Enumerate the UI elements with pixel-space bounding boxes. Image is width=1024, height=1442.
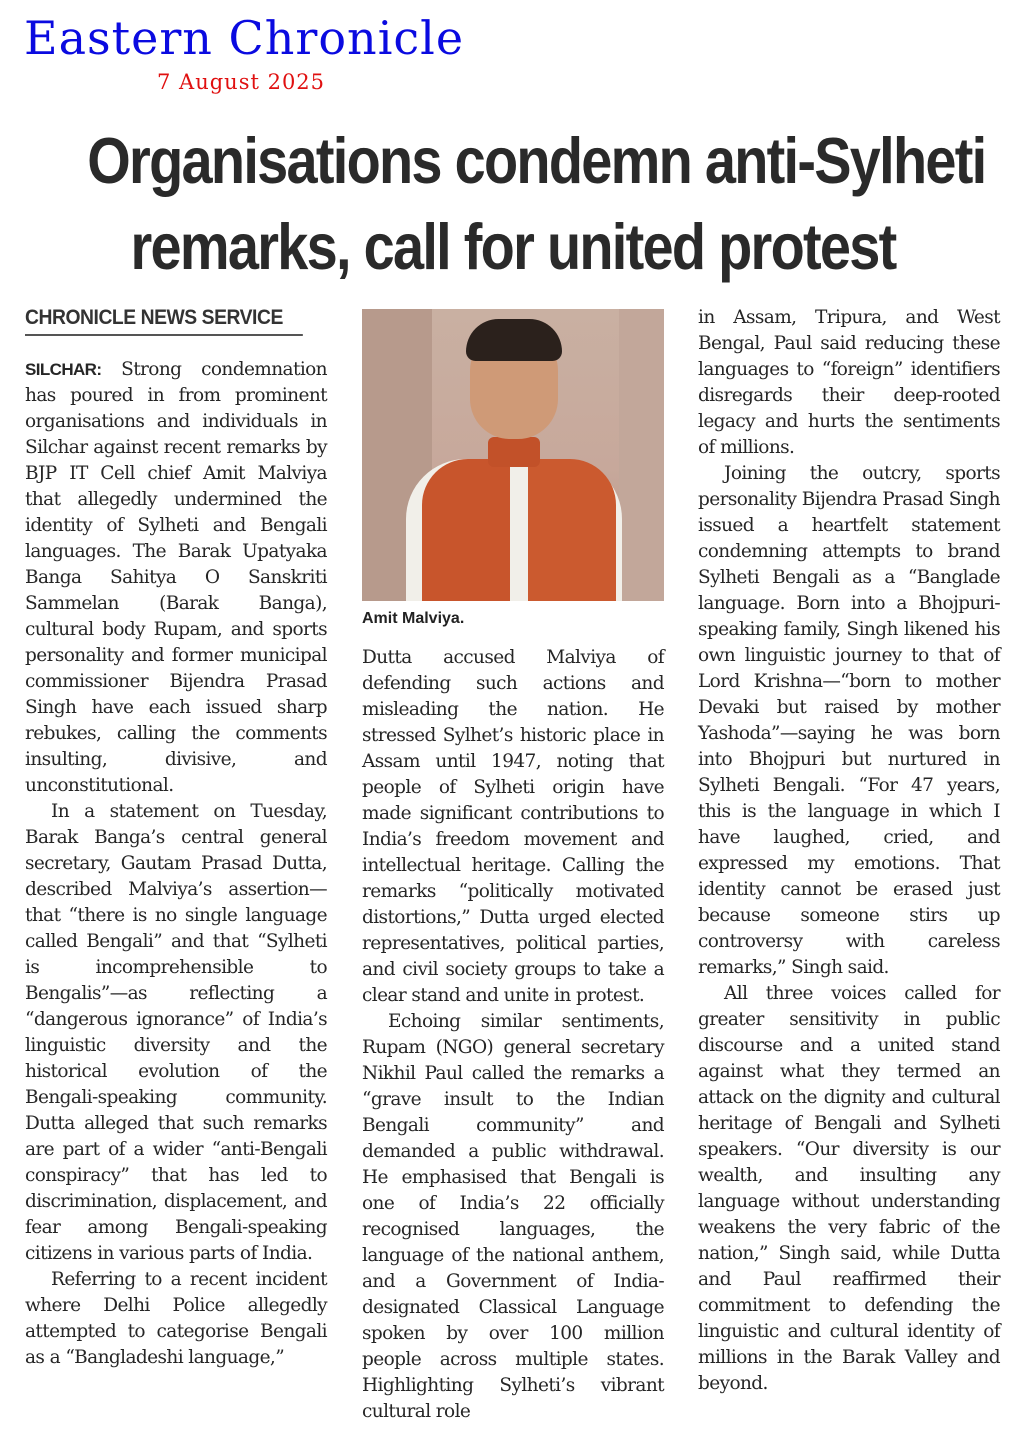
article-column-2 xyxy=(362,645,664,1425)
paragraph: Joining the outcry, sports personality Bijendra Prasad Singh issued a heartfelt statement condemning attempts to brand Sylheti Bengali as a “Banglade language. Born into a Bhojpuri-speaking family, Singh likened his own linguistic journey to that of Lord Krishna—“born to mother Devaki but raised by mother Yashoda”—saying he was born into Bhojpuri but nurtured in Sylheti Bengali. “For 47 years, this is the language in which I have laughed, cried, and expressed my emotions. That identity cannot be erased just because someone stirs up controversy with careless remarks,” Singh said. xyxy=(698,463,1000,978)
article-column-1 xyxy=(25,357,327,1371)
paragraph: All three voices called for greater sensitivity in public discourse and a united stand against what they termed an attack on the dignity and cultural heritage of Bengali and Sylheti speakers. “Our diversity is our wealth, and insulting any language without understanding weakens the very fabric of the nation,” Singh said, while Dutta and Paul reaffirmed their commitment to defending the linguistic and cultural identity of millions in the Barak Valley and beyond. xyxy=(698,983,1000,1394)
paragraph: Referring to a recent incident where Delhi Police allegedly attempted to categorise Bengali as a “Bangladeshi language,” xyxy=(25,1269,327,1368)
article-headline xyxy=(87,118,986,290)
masthead-title: Eastern Chronicle xyxy=(24,11,465,65)
dateline-place: SILCHAR: xyxy=(25,360,102,379)
photo-caption: Amit Malviya. xyxy=(362,610,465,627)
paragraph-text: Strong condemnation has poured in from prominent organisations and individuals in Silchar against recent remarks by BJP IT Cell chief Amit Malviya that allegedly undermined the identity of Sylheti and Bengali languages. The Barak Upatyaka Banga Sahitya O Sanskriti Sammelan (Barak Banga), cultural body Rupam, and sports personality and former municipal commissioner Bijendra Prasad Singh have each issued sharp rebukes, calling the comments insulting, divisive, and unconstitutional. xyxy=(25,359,327,796)
headline-line-2: remarks, call for united protest xyxy=(130,210,896,283)
paragraph xyxy=(25,357,327,799)
paragraph: Echoing similar sentiments, Rupam (NGO) general secretary Nikhil Paul called the remarks a “grave insult to the Indian Bengali community” and demanded a public withdrawal. He emphasised that Bengali is one of India’s 22 officially recognised languages, the language of the national anthem, and a Government of India-designated Classical Language spoken by over 100 million people across multiple states. Highlighting Sylheti’s vibrant cultural role xyxy=(362,1011,664,1422)
paragraph: in Assam, Tripura, and West Bengal, Paul said reducing these languages to “foreign” identifiers disregards their deep-rooted legacy and hurts the sentiments of millions. xyxy=(698,307,1000,458)
publication-date: 7 August 2025 xyxy=(157,70,326,94)
paragraph: Dutta accused Malviya of defending such actions and misleading the nation. He stressed Sylhet’s historic place in Assam until 1947, noting that people of Sylheti origin have made significant contributions to India’s freedom movement and intellectual heritage. Calling the remarks “politically motivated distortions,” Dutta urged elected representatives, political parties, and civil society groups to take a clear stand and unite in protest. xyxy=(362,647,664,1006)
paragraph: In a statement on Tuesday, Barak Banga’s central general secretary, Gautam Prasad Dutta, described Malviya’s assertion—that “there is no single language called Bengali” and that “Sylheti is incomprehensible to Bengalis”—as reflecting a “dangerous ignorance” of India’s linguistic diversity and the historical evolution of the Bengali-speaking community. Dutta alleged that such remarks are part of a wider “anti-Bengali conspiracy” that has led to discrimination, displacement, and fear among Bengali-speaking citizens in various parts of India. xyxy=(25,801,327,1264)
byline: CHRONICLE NEWS SERVICE xyxy=(25,306,303,336)
portrait-photo xyxy=(362,309,664,601)
headline-line-1: Organisations condemn anti-Sylheti xyxy=(87,124,986,197)
article-column-3 xyxy=(698,305,1000,1397)
